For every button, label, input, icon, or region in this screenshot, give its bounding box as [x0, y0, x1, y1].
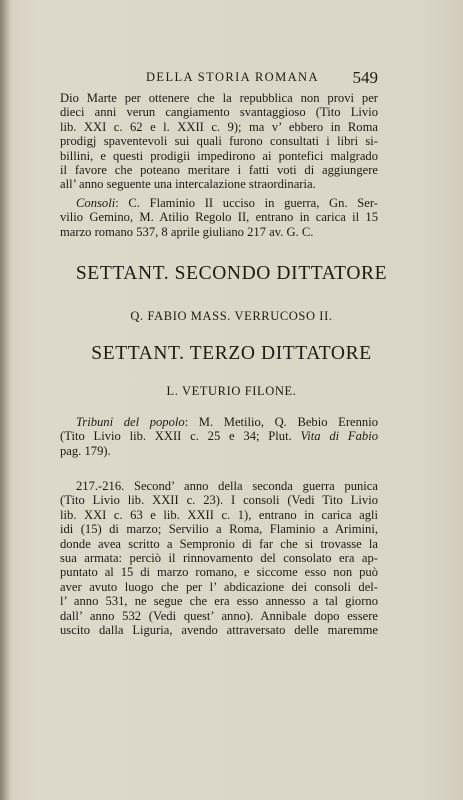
page-header	[60, 70, 378, 88]
paragraph-tribuni	[60, 415, 378, 458]
paragraph-year-217	[60, 479, 378, 637]
text-line: Dio Marte per ottenere che la repubblica non provi per	[60, 91, 378, 105]
text-line: 217.-216. Second’ anno della seconda guerra punica	[76, 479, 378, 493]
text-line: vilio Gemino, M. Atilio Regolo II, entrano in carica il 15	[60, 210, 378, 225]
text-line	[60, 196, 378, 210]
text-line: lib. XXI c. 63 e lib. XXII c. 1), entrano in carica agli	[60, 507, 378, 522]
paragraph-consoli	[60, 196, 378, 239]
text-line: donde avea scritto a Sempronio di far che si trovasse la	[60, 536, 378, 551]
text-line: pag. 179).	[60, 443, 111, 458]
text-line	[60, 415, 378, 429]
gutter-shadow	[0, 0, 10, 800]
text-line: lib. XXI c. 62 e l. XXII c. 9); ma v’ ebbero in Roma	[60, 119, 378, 134]
text-line: dall’ anno 532 (Vedi quest’ anno). Annibale dopo essere	[60, 608, 378, 623]
tribuni-ref: (Tito Livio lib. XXII c. 25 e 34; Plut.	[60, 429, 301, 444]
heading-settant-secondo: SETTANT. SECONDO DITTATORE	[75, 263, 388, 284]
text-line: idi (15) di marzo; Servilio a Roma, Flaminio a Arimini,	[60, 522, 378, 537]
text-line: il favore che poteano meritare i fatti voti di aggiungere	[60, 163, 378, 178]
text-line: sua armata: perciò il rinnovamento del consolato era ap-	[60, 551, 378, 566]
tribuni-text: : M. Metilio, Q. Bebio Erennio	[184, 415, 378, 429]
text-line: l’ anno 531, ne segue che era esso annesso a tal giorno	[60, 594, 378, 609]
text-line	[60, 429, 378, 443]
tribuni-ref-italic: Vita di Fabio	[300, 429, 379, 444]
paragraph-intercalation	[60, 91, 378, 192]
text-line: uscito dalla Liguria, avendo attraversato delle maremme	[60, 623, 378, 638]
text-line: puntato al 15 di marzo romano, e siccome esso non può	[60, 565, 378, 580]
text-line: marzo romano 537, 8 aprile giuliano 217 av. G. C.	[60, 224, 314, 239]
consoli-text: : C. Flaminio II ucciso in guerra, Gn. Ser-	[115, 196, 378, 210]
running-title: DELLA STORIA ROMANA	[146, 70, 319, 84]
page-number: 549	[352, 68, 378, 87]
text-line: aver avuto luogo che per l’ abdicazione dei consoli del-	[60, 579, 378, 594]
subheading-fabio: Q. FABIO MASS. VERRUCOSO II.	[130, 309, 333, 323]
subheading-veturio: L. VETURIO FILONE.	[166, 384, 297, 398]
text-line: dieci anni verun cangiamento svantaggioso (Tito Livio	[60, 105, 378, 120]
text-line: all’ anno seguente una intercalazione straordinaria.	[60, 177, 316, 192]
consoli-label: Consoli	[76, 196, 116, 210]
text-line: (Tito Livio lib. XXII c. 23). I consoli (Vedi Tito Livio	[60, 493, 378, 508]
text-line: billini, e questi prodigii impedirono ai pontefici malgrado	[60, 148, 378, 163]
tribuni-label: Tribuni del popolo	[76, 415, 185, 429]
text-line: prodigj spaventevoli sui quali furono consultati i libri si-	[60, 134, 378, 149]
heading-settant-terzo: SETTANT. TERZO DITTATORE	[91, 343, 372, 364]
